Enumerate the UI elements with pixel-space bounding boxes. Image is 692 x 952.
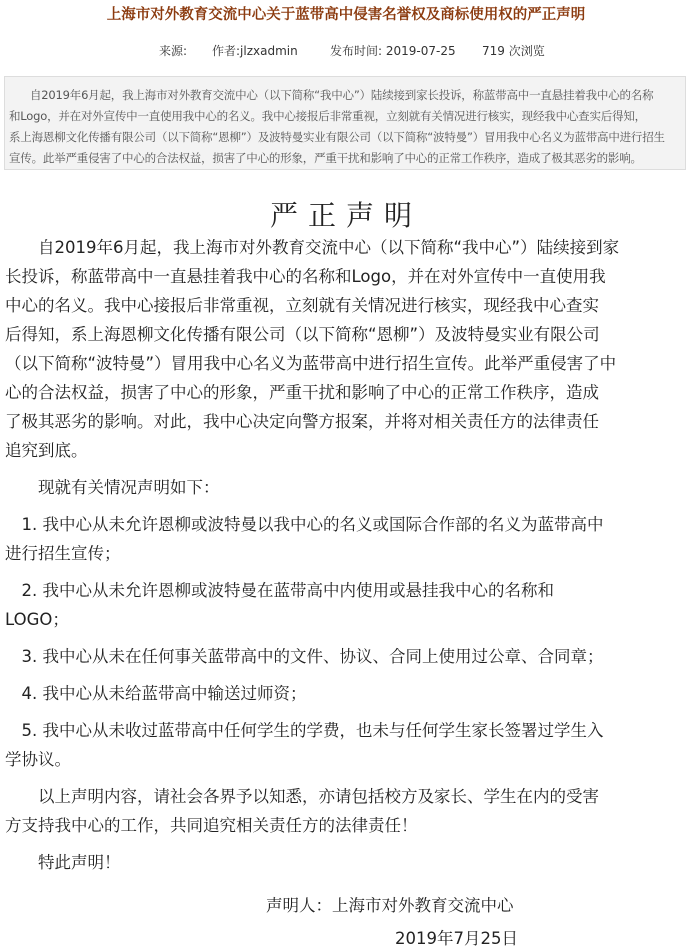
item-3-line: 3. 我中心从未在任何事关蓝带高中的文件、协议、合同上使用过公章、合同章； bbox=[5, 647, 604, 666]
body-line: 了极其恶劣的影响。对此，我中心决定向警方报案，并将对相关责任方的法律责任 bbox=[5, 412, 599, 431]
intro-line: 现就有关情况声明如下： bbox=[5, 478, 220, 497]
view-count: 719 次浏览 bbox=[482, 44, 545, 58]
item-5-line: 学协议。 bbox=[5, 750, 71, 769]
body-line: 长投诉，称蓝带高中一直悬挂着我中心的名称和Logo，并在对外宣传中一直使用我 bbox=[5, 267, 606, 286]
item-1-line: 1. 我中心从未允许恩柳或波特曼以我中心的名义或国际合作部的名义为蓝带高中 bbox=[5, 515, 604, 534]
body-line: 心的合法权益，损害了中心的形象，严重干扰和影响了中心的正常工作秩序，造成 bbox=[5, 383, 599, 402]
article-summary bbox=[4, 76, 686, 170]
source-label: 来源: bbox=[159, 44, 188, 58]
summary-line: 宣传。此举严重侵害了中心的合法权益，损害了中心的形象，严重干扰和影响了中心的正常工作秩序，造成了极其恶劣的影响。 bbox=[9, 151, 642, 165]
item-1-line: 进行招生宣传； bbox=[5, 544, 121, 563]
body-line: 自2019年6月起，我上海市对外教育交流中心（以下简称“我中心”）陆续接到家 bbox=[5, 238, 620, 257]
special-statement: 特此声明！ bbox=[5, 853, 121, 872]
item-2-line: LOGO； bbox=[5, 610, 69, 629]
page-title: 上海市对外教育交流中心关于蓝带高中侵害名誉权及商标使用权的严正声明 bbox=[106, 7, 586, 23]
item-4-line: 4. 我中心从未给蓝带高中输送过师资； bbox=[5, 684, 307, 703]
body-line: 追究到底。 bbox=[5, 441, 88, 460]
item-2-line: 2. 我中心从未允许恩柳或波特曼在蓝带高中内使用或悬挂我中心的名称和 bbox=[5, 581, 554, 600]
body-line: 中心的名义。我中心接报后非常重视，立刻就有关情况进行核实，现经我中心查实 bbox=[5, 296, 599, 315]
item-5-line: 5. 我中心从未收过蓝带高中任何学生的学费，也未与任何学生家长签署过学生入 bbox=[5, 721, 604, 740]
statement-body bbox=[5, 233, 689, 877]
summary-line: 自2019年6月起，我上海市对外教育交流中心（以下简称“我中心”）陆续接到家长投诉，称蓝带高中一直悬挂着我中心的名称 bbox=[30, 88, 654, 102]
summary-line: 系上海恩柳文化传播有限公司（以下简称“恩柳”）及波特曼实业有限公司（以下简称“波特曼”）冒用我中心名义为蓝带高中进行招生 bbox=[9, 130, 665, 144]
author-label: 作者:jlzxadmin bbox=[212, 44, 298, 58]
statement-date: 2019年7月25日 bbox=[395, 929, 518, 948]
statement-heading: 严正声明 bbox=[269, 199, 422, 232]
closing-line: 方支持我中心的工作，共同追究相关责任方的法律责任！ bbox=[5, 816, 418, 835]
body-line: 后得知，系上海恩柳文化传播有限公司（以下简称“恩柳”）及波特曼实业有限公司 bbox=[5, 325, 600, 344]
closing-line: 以上声明内容，请社会各界予以知悉，亦请包括校方及家长、学生在内的受害 bbox=[5, 787, 599, 806]
body-line: （以下简称“波特曼”）冒用我中心名义为蓝带高中进行招生宣传。此举严重侵害了中 bbox=[5, 354, 617, 373]
publish-date: 发布时间: 2019-07-25 bbox=[330, 44, 456, 58]
article-meta bbox=[0, 42, 692, 60]
summary-line: 和Logo，并在对外宣传中一直使用我中心的名义。我中心接报后非常重视，立刻就有关情况进行核实，现经我中心查实后得知， bbox=[9, 109, 646, 123]
signatory: 声明人：上海市对外教育交流中心 bbox=[266, 896, 514, 915]
